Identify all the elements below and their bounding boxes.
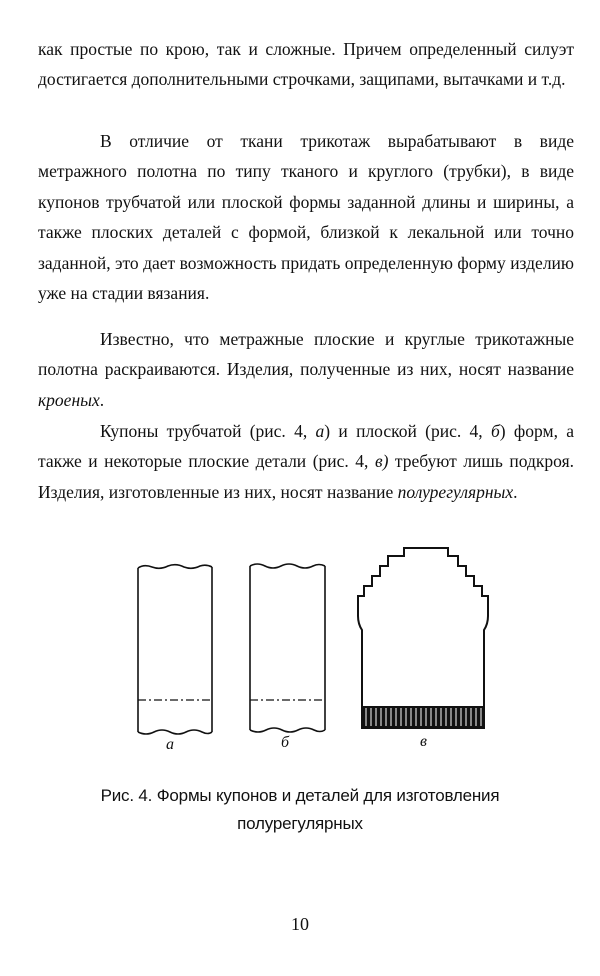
paragraph-1-text: как простые по крою, так и сложные. Причем определенный силуэт достигается дополнительными строчками, защипами, вытачками и т.д. [38, 39, 574, 90]
figure-label-v: в [420, 733, 427, 750]
figure-ref-v: в) [374, 451, 389, 472]
term-polureg: полурегулярных [397, 481, 514, 502]
figure-caption [40, 782, 560, 838]
shaped-detail-drawing [358, 548, 488, 728]
paragraph-1 [38, 34, 574, 95]
figure-label-a: а [166, 736, 174, 753]
figure-caption-line-2: полурегулярных [237, 814, 363, 833]
page-number: 10 [291, 914, 309, 934]
term-kroenye: кроеных [38, 389, 100, 410]
paragraph-3-text: Известно, что метражные плоские и круглые трикотажные полотна раскраиваются. Изделия, полученные из них, носят название [38, 329, 574, 380]
paragraph-2-text: В отличие от ткани трикотаж вырабатывают в виде метражного полотна по типу тканого и круглого (трубки), в виде купонов трубчатой или плоской формы заданной длины и ширины, а также плоских деталей с формой, близкой к лекальной или точно заданной, это дает возможность придать определенную форму изделию уже на стадии вязания. [38, 131, 574, 304]
figure-4 [0, 540, 600, 770]
paragraph-3: Известно, что метражные плоские и круглые трикотажные полотна раскраиваются. Изделия, полученные из них, носят название кроеных. [38, 329, 574, 410]
figure-caption-line-1: Рис. 4. Формы купонов и деталей для изготовления [100, 786, 500, 805]
paragraph-2 [38, 126, 574, 308]
figure-ref-b: б [490, 421, 500, 441]
paragraph-4: Купоны трубчатой (рис. 4, а) и плоской (рис. 4, б) форм, а также и некоторые плоские детали (рис. 4, в) требуют лишь подкроя. Изделия, изготовленные из них, носят название полурегулярных. [38, 421, 575, 502]
figure-ref-a: а [315, 421, 325, 441]
coupon-tubular-drawing [138, 565, 212, 734]
coupon-flat-drawing [250, 564, 325, 732]
figure-label-b: б [281, 734, 290, 751]
figure-4-drawing [0, 540, 600, 770]
